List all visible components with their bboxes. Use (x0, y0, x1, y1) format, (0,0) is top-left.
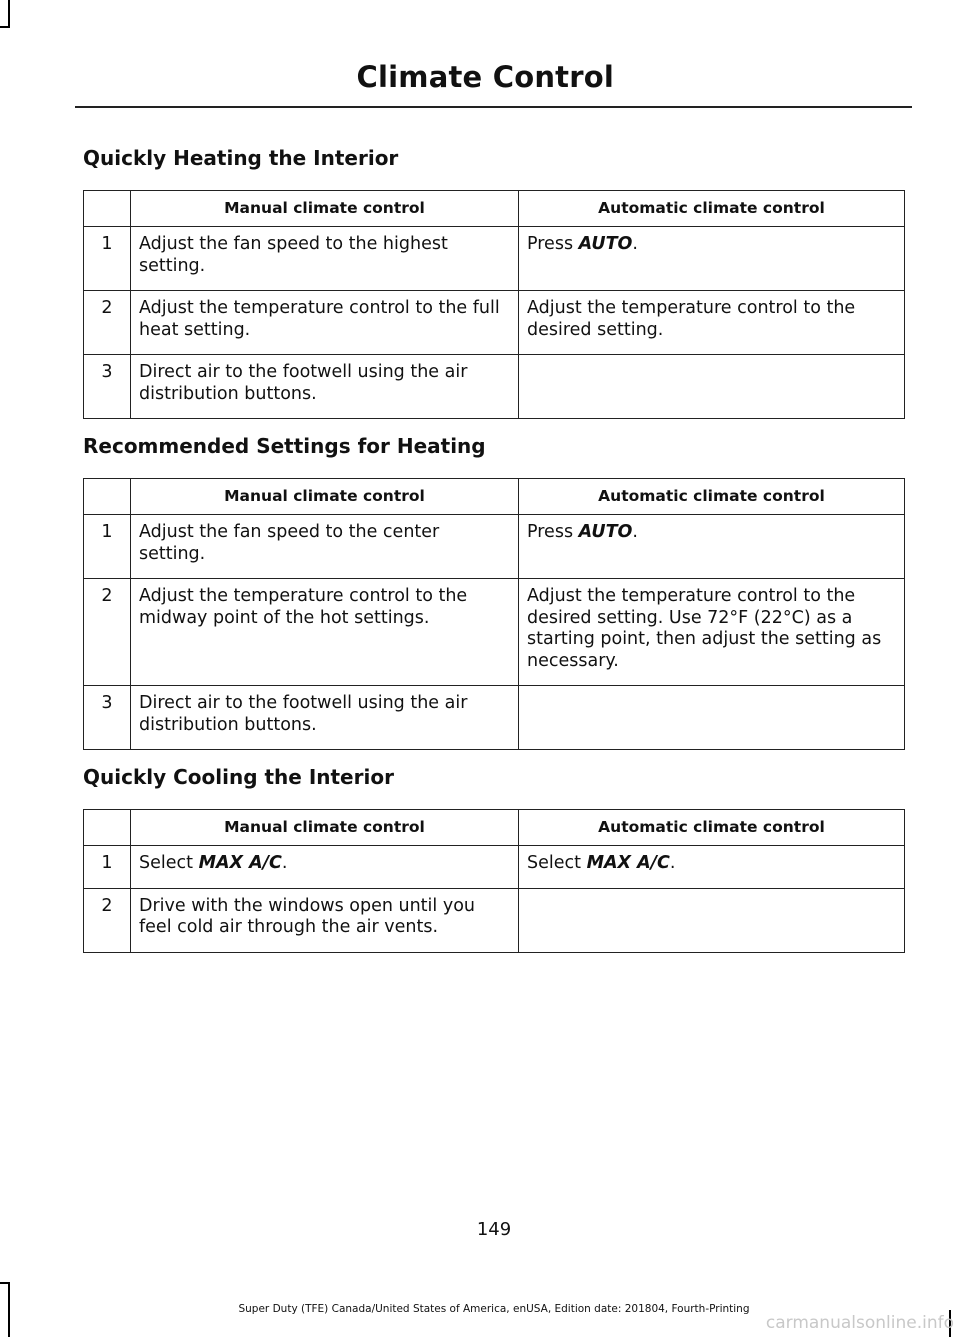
section-heading-recommended-heating: Recommended Settings for Heating (83, 434, 486, 458)
quick-heating-table (83, 190, 905, 419)
step-number: 3 (84, 355, 131, 419)
table-row (84, 579, 905, 686)
watermark: carmanualsonline.info (765, 1313, 954, 1333)
manual-step: Drive with the windows open until you feel cold air through the air vents. (131, 888, 519, 952)
automatic-step (519, 888, 905, 952)
table-row (84, 846, 905, 889)
edition-info: Super Duty (TFE) Canada/United States of America, enUSA, Edition date: 201804, Fourth-Printing (238, 1303, 750, 1315)
table-row (84, 686, 905, 750)
manual-step: Adjust the temperature control to the full heat setting. (131, 291, 519, 355)
title-divider (75, 106, 912, 108)
section-heading-quick-heating: Quickly Heating the Interior (83, 146, 399, 170)
manual-step: Select MAX A/C. (131, 846, 519, 889)
column-header-number (84, 479, 131, 515)
table-row (84, 227, 905, 291)
automatic-step: Adjust the temperature control to the desired setting. Use 72°F (22°C) as a starting point, then adjust the setting as necessary. (519, 579, 905, 686)
column-header-automatic: Automatic climate control (519, 479, 905, 515)
automatic-step: Select MAX A/C. (519, 846, 905, 889)
table-row (84, 291, 905, 355)
crop-mark (0, 1282, 10, 1284)
manual-step: Adjust the fan speed to the center setting. (131, 515, 519, 579)
automatic-step (519, 686, 905, 750)
automatic-step: Adjust the temperature control to the desired setting. (519, 291, 905, 355)
column-header-automatic: Automatic climate control (519, 191, 905, 227)
step-number: 2 (84, 579, 131, 686)
crop-mark (0, 26, 10, 28)
max-ac-button-label: MAX A/C (198, 853, 282, 873)
step-number: 2 (84, 888, 131, 952)
column-header-manual: Manual climate control (131, 479, 519, 515)
auto-button-label: AUTO (578, 234, 633, 254)
auto-button-label: AUTO (578, 522, 633, 542)
table-row (84, 355, 905, 419)
column-header-manual: Manual climate control (131, 810, 519, 846)
page-number: 149 (476, 1219, 512, 1240)
table-header-row (84, 191, 905, 227)
chapter-title: Climate Control (356, 60, 614, 94)
step-number: 3 (84, 686, 131, 750)
step-number: 1 (84, 515, 131, 579)
manual-step: Adjust the fan speed to the highest setting. (131, 227, 519, 291)
manual-step: Direct air to the footwell using the air distribution buttons. (131, 355, 519, 419)
step-number: 2 (84, 291, 131, 355)
manual-step: Adjust the temperature control to the midway point of the hot settings. (131, 579, 519, 686)
crop-mark (8, 0, 10, 28)
column-header-manual: Manual climate control (131, 191, 519, 227)
table-row (84, 515, 905, 579)
quick-cooling-table (83, 809, 905, 953)
step-number: 1 (84, 846, 131, 889)
automatic-step (519, 355, 905, 419)
max-ac-button-label: MAX A/C (586, 853, 670, 873)
table-header-row (84, 810, 905, 846)
automatic-step: Press AUTO. (519, 227, 905, 291)
table-header-row (84, 479, 905, 515)
section-heading-quick-cooling: Quickly Cooling the Interior (83, 765, 394, 789)
recommended-heating-table (83, 478, 905, 750)
step-number: 1 (84, 227, 131, 291)
column-header-automatic: Automatic climate control (519, 810, 905, 846)
table-row (84, 888, 905, 952)
column-header-number (84, 810, 131, 846)
column-header-number (84, 191, 131, 227)
automatic-step: Press AUTO. (519, 515, 905, 579)
manual-step: Direct air to the footwell using the air distribution buttons. (131, 686, 519, 750)
